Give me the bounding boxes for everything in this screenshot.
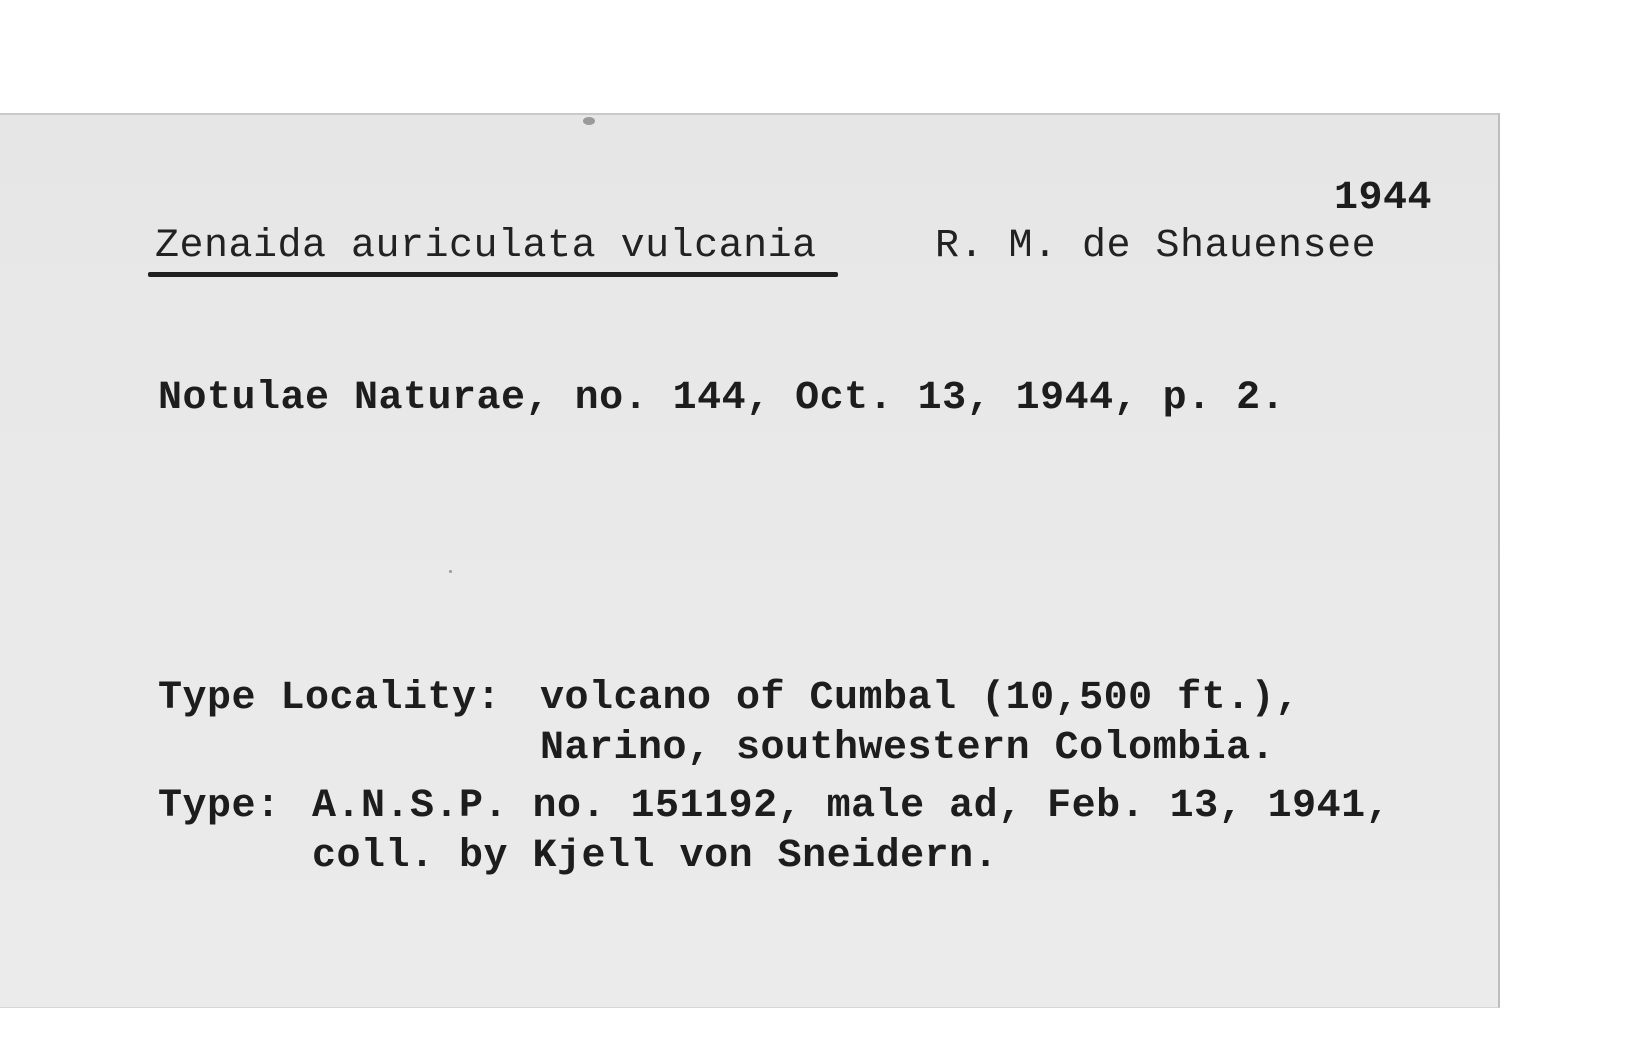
card-year: 1944 — [1334, 176, 1433, 221]
paper-speck — [583, 117, 595, 125]
author-name: R. M. de Shauensee — [935, 224, 1377, 269]
paper-speck — [449, 570, 452, 573]
type-specimen-line-2: coll. by Kjell von Sneidern. — [312, 834, 999, 879]
taxon-name: Zenaida auriculata vulcania — [155, 224, 817, 269]
type-locality-line-2: Narino, southwestern Colombia. — [540, 726, 1276, 771]
type-locality-label: Type Locality: — [158, 676, 502, 721]
taxon-underline — [148, 272, 838, 277]
type-specimen-line-1: A.N.S.P. no. 151192, male ad, Feb. 13, 1941, — [312, 784, 1391, 829]
publication-citation: Notulae Naturae, no. 144, Oct. 13, 1944, p. 2. — [158, 376, 1286, 421]
type-locality-line-1: volcano of Cumbal (10,500 ft.), — [540, 676, 1300, 721]
type-label: Type: — [158, 784, 281, 829]
index-card — [0, 113, 1500, 1008]
